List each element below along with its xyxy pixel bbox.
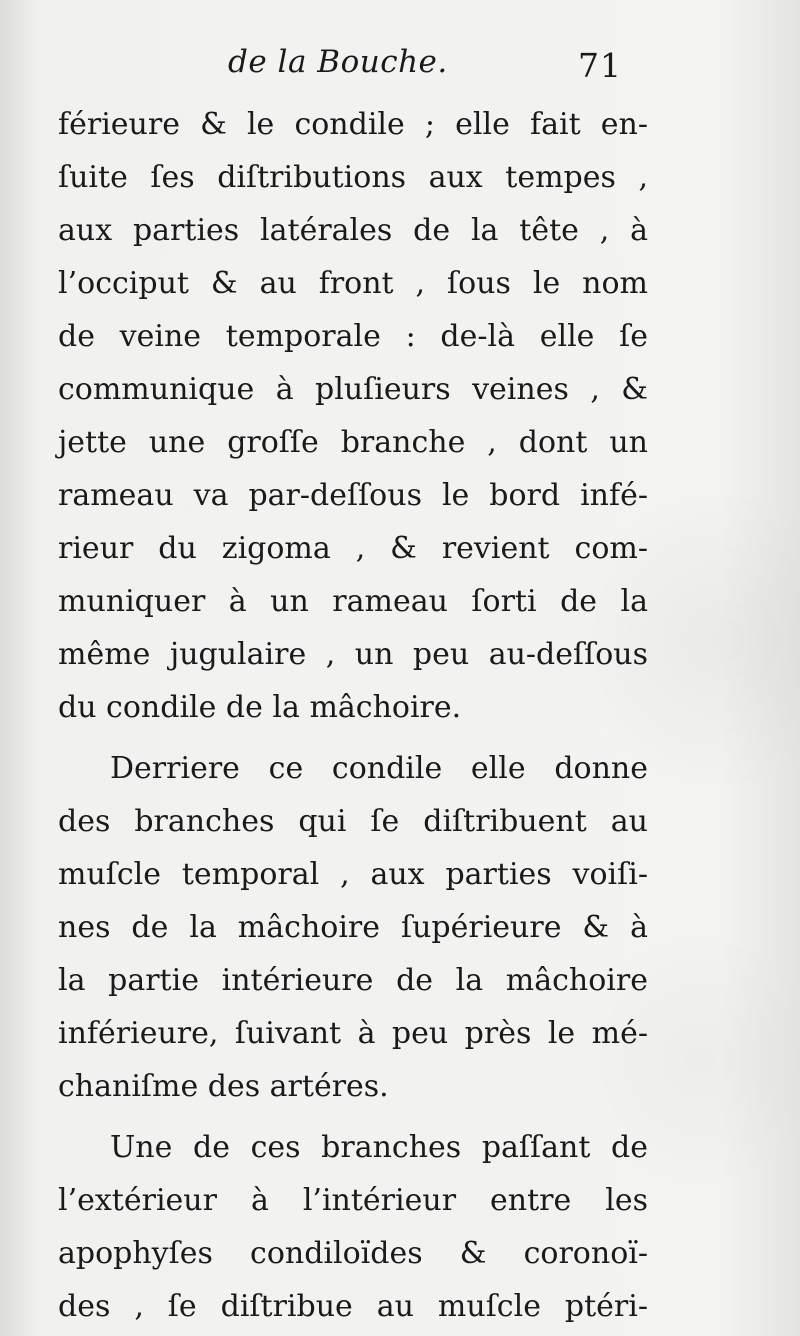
- text-line: apophyſes condiloïdes & coronoï-: [58, 1236, 648, 1271]
- text-line: des , ſe diſtribue au muſcle ptéri-: [58, 1289, 648, 1324]
- paragraph-gap: [58, 734, 648, 742]
- text-line: rameau va par-deſſous le bord infé-: [58, 478, 648, 513]
- text-line: même jugulaire , un peu au-deſſous: [58, 637, 648, 672]
- text-line: du condile de la mâchoire.: [58, 690, 462, 725]
- text-line: chaniſme des artéres.: [58, 1069, 389, 1104]
- page-number: 71: [578, 46, 622, 85]
- running-head: [0, 44, 800, 94]
- text-line: muſcle temporal , aux parties voiſi-: [58, 857, 648, 892]
- text-line: jette une groſſe branche , dont un: [58, 425, 648, 460]
- text-line: de veine temporale : de-là elle ſe: [58, 319, 648, 354]
- text-line: inférieure, ſuivant à peu près le mé-: [58, 1016, 648, 1051]
- text-line: nes de la mâchoire ſupérieure & à: [58, 910, 648, 945]
- text-line: férieure & le condile ; elle fait en-: [58, 107, 648, 142]
- text-line: l’extérieur à l’intérieur entre les: [58, 1183, 648, 1218]
- paragraph-3: [58, 1121, 648, 1333]
- text-line: muniquer à un rameau ſorti de la: [58, 584, 648, 619]
- body-text: [58, 98, 648, 1333]
- running-title: de la Bouche.: [228, 44, 448, 80]
- text-line: ſuite ſes diſtributions aux tempes ,: [58, 160, 648, 195]
- text-line: l’occiput & au front , ſous le nom: [58, 266, 648, 301]
- text-line: des branches qui ſe diſtribuent au: [58, 804, 648, 839]
- text-line: communique à pluſieurs veines , &: [58, 372, 648, 407]
- text-line: Une de ces branches paſſant de: [110, 1130, 648, 1165]
- paragraph-2: [58, 742, 648, 1113]
- paragraph-gap: [58, 1113, 648, 1121]
- paragraph-1: [58, 98, 648, 734]
- text-line: aux parties latérales de la tête , à: [58, 213, 648, 248]
- text-line: Derriere ce condile elle donne: [110, 751, 648, 786]
- text-line: la partie intérieure de la mâchoire: [58, 963, 648, 998]
- text-line: rieur du zigoma , & revient com-: [58, 531, 648, 566]
